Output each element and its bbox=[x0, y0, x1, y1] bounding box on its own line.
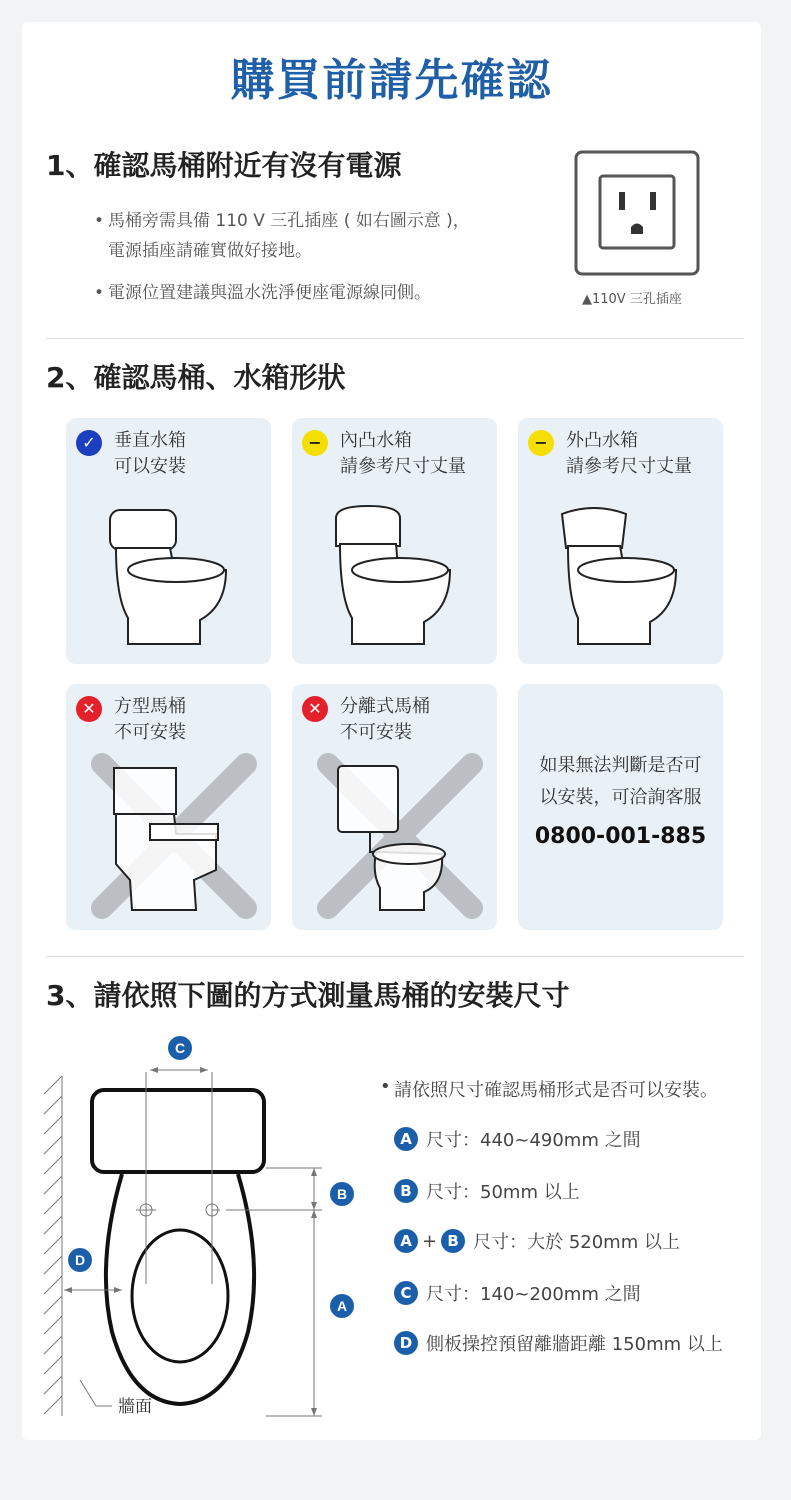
section1-bullet-1-line2: 電源插座請確實做好接地。 bbox=[108, 241, 312, 261]
section3-heading: 3、請依照下圖的方式測量馬桶的安裝尺寸 bbox=[46, 979, 570, 1012]
cross-icon: ✕ bbox=[302, 696, 328, 722]
outer-bulge-toilet-illustration bbox=[518, 418, 723, 664]
vertical-tank-toilet-illustration bbox=[66, 418, 271, 664]
card-label: 垂直水箱 可以安裝 bbox=[114, 430, 186, 477]
wall-label: 牆面 bbox=[118, 1397, 152, 1417]
minus-icon: − bbox=[302, 430, 328, 456]
page-title: 購買前請先確認 bbox=[230, 55, 553, 106]
customer-service-phone[interactable]: 0800-001-885 bbox=[534, 824, 707, 849]
section1-bullet-2: • 電源位置建議與溫水洗淨便座電源線同側。 bbox=[108, 278, 431, 308]
square-toilet-illustration bbox=[66, 684, 271, 930]
card-label: 內凸水箱 請參考尺寸丈量 bbox=[340, 430, 466, 477]
badge-b: B bbox=[441, 1229, 465, 1253]
dimension-label-d: D bbox=[74, 1252, 86, 1268]
inner-bulge-toilet-illustration bbox=[292, 418, 497, 664]
toilet-type-card-inner-bulge-tank bbox=[292, 418, 497, 664]
separate-toilet-illustration bbox=[292, 684, 497, 930]
measurement-row-d: D 側板操控預留離牆距離 150mm 以上 bbox=[394, 1330, 723, 1358]
card-label: 方型馬桶 不可安裝 bbox=[114, 696, 186, 743]
toilet-type-card-separate bbox=[292, 684, 497, 930]
badge-b: B bbox=[394, 1179, 418, 1203]
measurement-row-a-plus-b: A + B 尺寸：大於 520mm 以上 bbox=[394, 1228, 680, 1256]
toilet-type-card-square bbox=[66, 684, 271, 930]
socket-caption: ▲110V 三孔插座 bbox=[582, 292, 682, 307]
section1-bullet-1 bbox=[108, 206, 470, 266]
measurement-row-a: A 尺寸：440~490mm 之間 bbox=[394, 1126, 641, 1154]
divider bbox=[46, 338, 744, 339]
toilet-type-card-outer-bulge-tank bbox=[518, 418, 723, 664]
badge-d: D bbox=[394, 1331, 418, 1355]
divider bbox=[46, 956, 744, 957]
measurement-row-b: B 尺寸：50mm 以上 bbox=[394, 1178, 580, 1206]
measurement-row-c: C 尺寸：140~200mm 之間 bbox=[394, 1280, 641, 1308]
card-label: 外凸水箱 請參考尺寸丈量 bbox=[566, 430, 692, 477]
measurement-intro: • 請依照尺寸確認馬桶形式是否可以安裝。 bbox=[394, 1076, 718, 1102]
check-icon: ✓ bbox=[76, 430, 102, 456]
section2-heading: 2、確認馬桶、水箱形狀 bbox=[46, 361, 346, 394]
badge-a: A bbox=[394, 1229, 418, 1253]
section1-bullet-1-line1: 馬桶旁需具備 110 V 三孔插座 ( 如右圖示意 )， bbox=[108, 211, 470, 231]
toilet-measurement-diagram bbox=[40, 1032, 370, 1432]
dimension-label-a: A bbox=[336, 1298, 348, 1314]
minus-icon: − bbox=[528, 430, 554, 456]
dimension-label-c: C bbox=[174, 1040, 186, 1056]
content-card bbox=[22, 22, 761, 1440]
toilet-type-card-vertical-tank bbox=[66, 418, 271, 664]
power-socket-icon bbox=[574, 150, 700, 276]
card-label: 分離式馬桶 不可安裝 bbox=[340, 696, 430, 743]
customer-service-card bbox=[518, 684, 723, 930]
badge-a: A bbox=[394, 1127, 418, 1151]
dimension-label-b: B bbox=[336, 1186, 348, 1202]
contact-text: 如果無法判斷是否可 以安裝，可洽詢客服 bbox=[539, 755, 702, 808]
cross-icon: ✕ bbox=[76, 696, 102, 722]
section1-heading: 1、確認馬桶附近有沒有電源 bbox=[46, 149, 402, 182]
badge-c: C bbox=[394, 1281, 418, 1305]
